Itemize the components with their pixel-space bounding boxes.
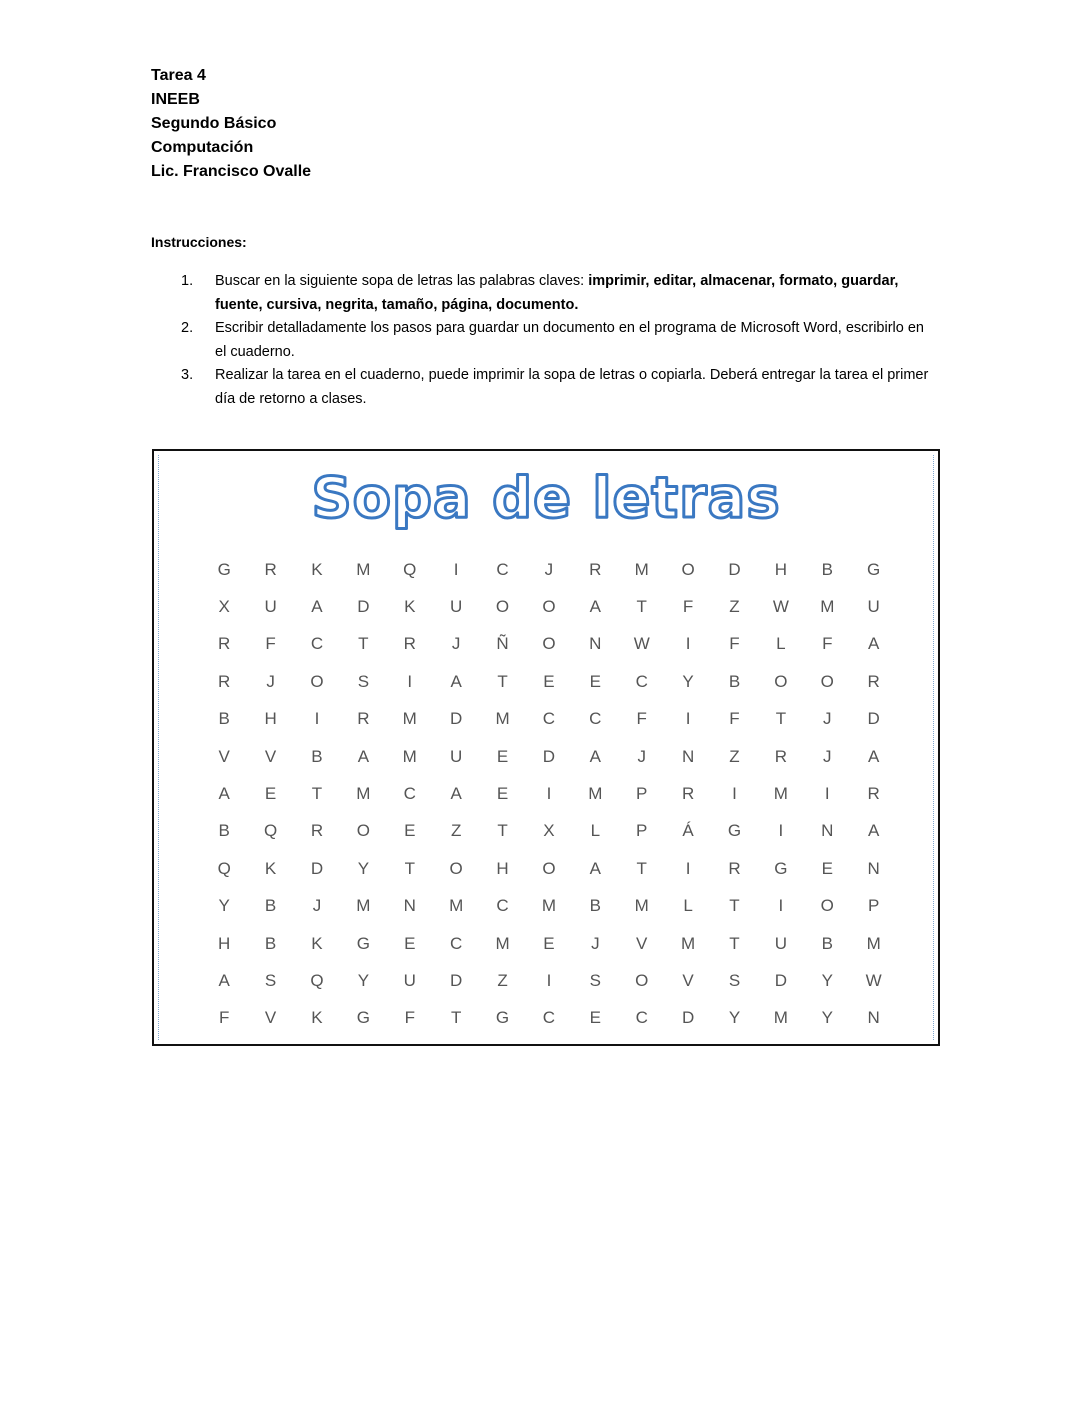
grid-row bbox=[201, 551, 897, 588]
grid-row bbox=[201, 588, 897, 625]
grid-letter: D bbox=[357, 597, 370, 617]
grid-letter: O bbox=[449, 858, 463, 878]
grid-letter: M bbox=[681, 933, 696, 953]
grid-letter: Y bbox=[357, 858, 370, 878]
grid-row bbox=[201, 738, 897, 775]
grid-letter: F bbox=[265, 634, 276, 654]
grid-letter: B bbox=[728, 671, 741, 691]
grid-letter: A bbox=[450, 671, 462, 691]
grid-letter: R bbox=[403, 634, 416, 654]
grid-row bbox=[201, 850, 897, 887]
grid-letter: M bbox=[634, 559, 649, 579]
grid-letter: J bbox=[637, 746, 646, 766]
grid-letter: O bbox=[635, 970, 649, 990]
grid-letter: O bbox=[542, 858, 556, 878]
grid-letter: A bbox=[218, 970, 230, 990]
grid-letter: M bbox=[634, 896, 649, 916]
grid-letter: U bbox=[774, 933, 788, 953]
grid-letter: I bbox=[824, 784, 830, 804]
instruction-item bbox=[151, 317, 931, 364]
grid-letter: Z bbox=[729, 597, 740, 617]
grid-letter: Q bbox=[217, 858, 231, 878]
grid-letter: T bbox=[729, 933, 740, 953]
grid-letter: M bbox=[588, 784, 603, 804]
grid-letter: B bbox=[821, 559, 833, 579]
grid-letter: D bbox=[774, 970, 788, 990]
grid-letter: J bbox=[266, 671, 275, 691]
grid-letter: G bbox=[356, 1008, 370, 1028]
grid-letter: N bbox=[403, 896, 416, 916]
grid-letter: M bbox=[773, 784, 788, 804]
grid-letter: V bbox=[218, 746, 230, 766]
grid-letter: R bbox=[774, 746, 788, 766]
puzzle-frame bbox=[158, 455, 934, 1040]
grid-letter: R bbox=[357, 709, 370, 729]
grid-row bbox=[201, 1000, 897, 1037]
instruction-text: Buscar en la siguiente sopa de letras las palabras claves: bbox=[215, 273, 589, 289]
grid-letter: T bbox=[636, 597, 647, 617]
grade-level: Segundo Básico bbox=[151, 115, 277, 132]
grid-letter: D bbox=[450, 970, 463, 990]
word-search-puzzle bbox=[152, 449, 940, 1046]
grid-letter: R bbox=[218, 671, 231, 691]
grid-letter: Z bbox=[497, 970, 508, 990]
grid-letter: E bbox=[589, 671, 601, 691]
grid-letter: Y bbox=[821, 970, 833, 990]
grid-letter: A bbox=[867, 746, 880, 766]
grid-letter: Á bbox=[682, 821, 694, 841]
grid-letter: R bbox=[728, 858, 741, 878]
grid-letter: R bbox=[218, 634, 231, 654]
grid-letter: U bbox=[403, 970, 416, 990]
grid-letter: P bbox=[636, 784, 648, 804]
grid-letter: F bbox=[682, 597, 694, 617]
grid-letter: C bbox=[496, 559, 509, 579]
grid-letter: Q bbox=[403, 559, 417, 579]
grid-letter: A bbox=[450, 784, 462, 804]
grid-letter: X bbox=[543, 821, 555, 841]
grid-letter: E bbox=[496, 746, 509, 766]
grid-letter: N bbox=[589, 634, 602, 654]
grid-letter: O bbox=[310, 671, 324, 691]
grid-letter: I bbox=[778, 896, 784, 916]
grid-letter: F bbox=[729, 634, 740, 654]
grid-letter: V bbox=[264, 746, 277, 766]
grid-letter: C bbox=[635, 1008, 648, 1028]
grid-letter: J bbox=[591, 933, 600, 953]
grid-letter: A bbox=[589, 858, 601, 878]
grid-letter: O bbox=[542, 597, 556, 617]
grid-letter: S bbox=[264, 970, 277, 990]
grid-letter: A bbox=[867, 821, 880, 841]
instruction-number: 2. bbox=[181, 320, 194, 336]
grid-letter: V bbox=[264, 1008, 277, 1028]
grid-letter: I bbox=[546, 970, 552, 990]
grid-letter: O bbox=[820, 896, 834, 916]
grid-letter: M bbox=[449, 896, 464, 916]
grid-letter: R bbox=[310, 821, 324, 841]
grid-letter: T bbox=[497, 821, 508, 841]
grid-row bbox=[201, 626, 897, 663]
grid-letter: I bbox=[732, 784, 737, 804]
grid-letter: G bbox=[356, 933, 370, 953]
grid-letter: M bbox=[402, 746, 417, 766]
grid-letter: E bbox=[264, 784, 277, 804]
grid-letter: J bbox=[544, 559, 554, 579]
grid-letter: Ñ bbox=[496, 634, 509, 654]
grid-letter: I bbox=[685, 634, 691, 654]
grid-letter: T bbox=[497, 671, 508, 691]
grid-letter: G bbox=[727, 821, 742, 841]
grid-letter: M bbox=[820, 597, 835, 617]
grid-letter: W bbox=[633, 634, 650, 654]
grid-letter: C bbox=[542, 709, 556, 729]
instruction-number: 1. bbox=[181, 273, 194, 289]
grid-row bbox=[201, 701, 897, 738]
grid-letter: T bbox=[729, 896, 740, 916]
grid-row bbox=[201, 775, 897, 812]
grid-letter: E bbox=[543, 933, 555, 953]
grid-letter: Q bbox=[263, 821, 278, 841]
instructions-list bbox=[151, 270, 931, 411]
grid-letter: E bbox=[543, 671, 555, 691]
grid-letter: K bbox=[311, 559, 323, 579]
grid-letter: C bbox=[635, 671, 648, 691]
grid-letter: M bbox=[495, 933, 510, 953]
grid-letter: Y bbox=[728, 1008, 741, 1028]
grid-letter: M bbox=[402, 709, 417, 729]
puzzle-title bbox=[159, 459, 933, 531]
teacher-name: Lic. Francisco Ovalle bbox=[151, 163, 312, 180]
grid-letter: T bbox=[775, 709, 787, 729]
grid-letter: A bbox=[867, 634, 880, 654]
grid-letter: D bbox=[542, 746, 556, 766]
grid-letter: E bbox=[404, 821, 416, 841]
grid-letter: L bbox=[776, 634, 786, 654]
grid-letter: N bbox=[867, 858, 880, 878]
grid-letter: R bbox=[264, 559, 277, 579]
grid-letter: Z bbox=[729, 746, 740, 766]
grid-letter: B bbox=[264, 896, 277, 916]
grid-letter: D bbox=[867, 709, 880, 729]
grid-letter: O bbox=[542, 634, 556, 654]
assignment-number: Tarea 4 bbox=[151, 67, 206, 84]
grid-letter: C bbox=[450, 933, 463, 953]
grid-row bbox=[201, 888, 897, 925]
grid-letter: J bbox=[823, 746, 832, 766]
grid-letter: W bbox=[772, 597, 789, 617]
grid-row bbox=[201, 962, 897, 999]
grid-letter: Q bbox=[310, 970, 324, 990]
grid-letter: I bbox=[685, 858, 691, 878]
grid-letter: B bbox=[264, 933, 277, 953]
grid-letter: O bbox=[774, 671, 788, 691]
grid-letter: C bbox=[542, 1008, 556, 1028]
puzzle-title-text: Sopa de letras bbox=[311, 465, 781, 531]
grid-letter: F bbox=[636, 709, 647, 729]
grid-letter: T bbox=[404, 858, 415, 878]
grid-letter: A bbox=[357, 746, 370, 766]
grid-letter: H bbox=[218, 933, 231, 953]
grid-letter: N bbox=[821, 821, 834, 841]
grid-letter: U bbox=[264, 597, 277, 617]
grid-letter: N bbox=[681, 746, 695, 766]
grid-letter: G bbox=[217, 559, 231, 579]
instruction-keywords: imprimir, editar, almacenar, formato, guardar, fuente, cursiva, negrita, tamaño, página, documento. bbox=[215, 273, 899, 313]
grid-letter: A bbox=[589, 746, 601, 766]
grid-letter: M bbox=[495, 709, 510, 729]
grid-letter: Z bbox=[450, 821, 462, 841]
institution-name: INEEB bbox=[151, 91, 200, 108]
grid-letter: M bbox=[356, 559, 371, 579]
grid-letter: L bbox=[590, 821, 601, 841]
grid-letter: J bbox=[312, 896, 322, 916]
grid-letter: D bbox=[310, 858, 324, 878]
grid-letter: U bbox=[450, 597, 463, 617]
grid-letter: Y bbox=[682, 671, 694, 691]
grid-letter: L bbox=[683, 896, 693, 916]
grid-letter: A bbox=[589, 597, 601, 617]
grid-letter: R bbox=[867, 671, 880, 691]
grid-letter: O bbox=[495, 597, 510, 617]
grid-letter: C bbox=[496, 896, 509, 916]
grid-letter: F bbox=[822, 634, 833, 654]
grid-letter: C bbox=[403, 784, 416, 804]
grid-letter: F bbox=[729, 709, 740, 729]
grid-letter: J bbox=[451, 634, 461, 654]
grid-letter: O bbox=[820, 671, 834, 691]
grid-letter: R bbox=[867, 784, 880, 804]
grid-letter: K bbox=[404, 597, 416, 617]
grid-letter: U bbox=[867, 597, 880, 617]
grid-letter: W bbox=[865, 970, 882, 990]
grid-letter: K bbox=[311, 1008, 323, 1028]
grid-letter: Y bbox=[357, 970, 370, 990]
grid-letter: K bbox=[264, 858, 277, 878]
grid-letter: B bbox=[218, 821, 230, 841]
grid-letter: R bbox=[681, 784, 695, 804]
grid-letter: E bbox=[589, 1008, 601, 1028]
grid-letter: P bbox=[636, 821, 648, 841]
instruction-text: Realizar la tarea en el cuaderno, puede imprimir la sopa de letras o copiarla. Deberá entregar la tarea el primer día de retorno a clases. bbox=[215, 367, 929, 407]
grid-letter: U bbox=[450, 746, 463, 766]
grid-letter: M bbox=[866, 933, 881, 953]
grid-letter: K bbox=[311, 933, 323, 953]
grid-letter: E bbox=[821, 858, 833, 878]
instruction-text: Escribir detalladamente los pasos para guardar un documento en el programa de Microsoft Word, escribirlo en el cuaderno. bbox=[215, 320, 924, 360]
grid-letter: S bbox=[728, 970, 741, 990]
grid-letter: I bbox=[546, 784, 552, 804]
grid-letter: D bbox=[728, 559, 741, 579]
grid-letter: T bbox=[636, 858, 647, 878]
document-header bbox=[151, 64, 311, 184]
grid-letter: R bbox=[589, 559, 602, 579]
grid-letter: B bbox=[821, 933, 833, 953]
grid-letter: A bbox=[311, 597, 323, 617]
grid-letter: F bbox=[219, 1008, 230, 1028]
grid-row bbox=[201, 813, 897, 850]
instructions-heading: Instrucciones: bbox=[151, 234, 247, 250]
grid-letter: G bbox=[495, 1008, 510, 1028]
grid-letter: N bbox=[867, 1008, 880, 1028]
grid-letter: S bbox=[357, 671, 370, 691]
grid-letter: D bbox=[681, 1008, 695, 1028]
grid-letter: I bbox=[685, 709, 691, 729]
grid-letter: M bbox=[773, 1008, 788, 1028]
grid-letter: H bbox=[496, 858, 509, 878]
grid-letter: F bbox=[404, 1008, 415, 1028]
grid-letter: M bbox=[356, 896, 371, 916]
grid-letter: C bbox=[589, 709, 602, 729]
instruction-item bbox=[151, 364, 931, 411]
grid-letter: V bbox=[682, 970, 694, 990]
grid-letter: B bbox=[589, 896, 601, 916]
grid-letter: B bbox=[311, 746, 323, 766]
grid-letter: V bbox=[636, 933, 648, 953]
grid-letter: D bbox=[450, 709, 463, 729]
grid-letter: X bbox=[218, 597, 230, 617]
subject-name: Computación bbox=[151, 139, 254, 156]
grid-letter: E bbox=[496, 784, 509, 804]
grid-letter: G bbox=[774, 858, 788, 878]
grid-letter: A bbox=[218, 784, 230, 804]
grid-letter: I bbox=[407, 671, 413, 691]
grid-row bbox=[201, 925, 897, 962]
grid-letter: H bbox=[774, 559, 788, 579]
grid-letter: M bbox=[541, 896, 557, 916]
grid-letter: T bbox=[358, 634, 369, 654]
grid-letter: B bbox=[218, 709, 230, 729]
grid-letter: M bbox=[356, 784, 371, 804]
grid-letter: T bbox=[311, 784, 323, 804]
instruction-item bbox=[151, 270, 931, 317]
instruction-number: 3. bbox=[181, 367, 194, 383]
grid-letter: G bbox=[867, 559, 881, 579]
grid-letter: I bbox=[778, 821, 784, 841]
grid-letter: J bbox=[823, 709, 832, 729]
grid-letter: P bbox=[867, 896, 880, 916]
grid-letter: I bbox=[314, 709, 320, 729]
grid-letter: H bbox=[264, 709, 277, 729]
grid-letter: Y bbox=[218, 896, 230, 916]
grid-letter: I bbox=[453, 559, 459, 579]
grid-letter: C bbox=[310, 634, 324, 654]
grid-letter: O bbox=[681, 559, 695, 579]
grid-row bbox=[201, 663, 897, 700]
grid-letter: Y bbox=[821, 1008, 833, 1028]
grid-letter: E bbox=[404, 933, 416, 953]
grid-letter: T bbox=[450, 1008, 462, 1028]
grid-letter: S bbox=[589, 970, 601, 990]
grid-letter: O bbox=[356, 821, 370, 841]
letter-grid bbox=[201, 551, 897, 1037]
